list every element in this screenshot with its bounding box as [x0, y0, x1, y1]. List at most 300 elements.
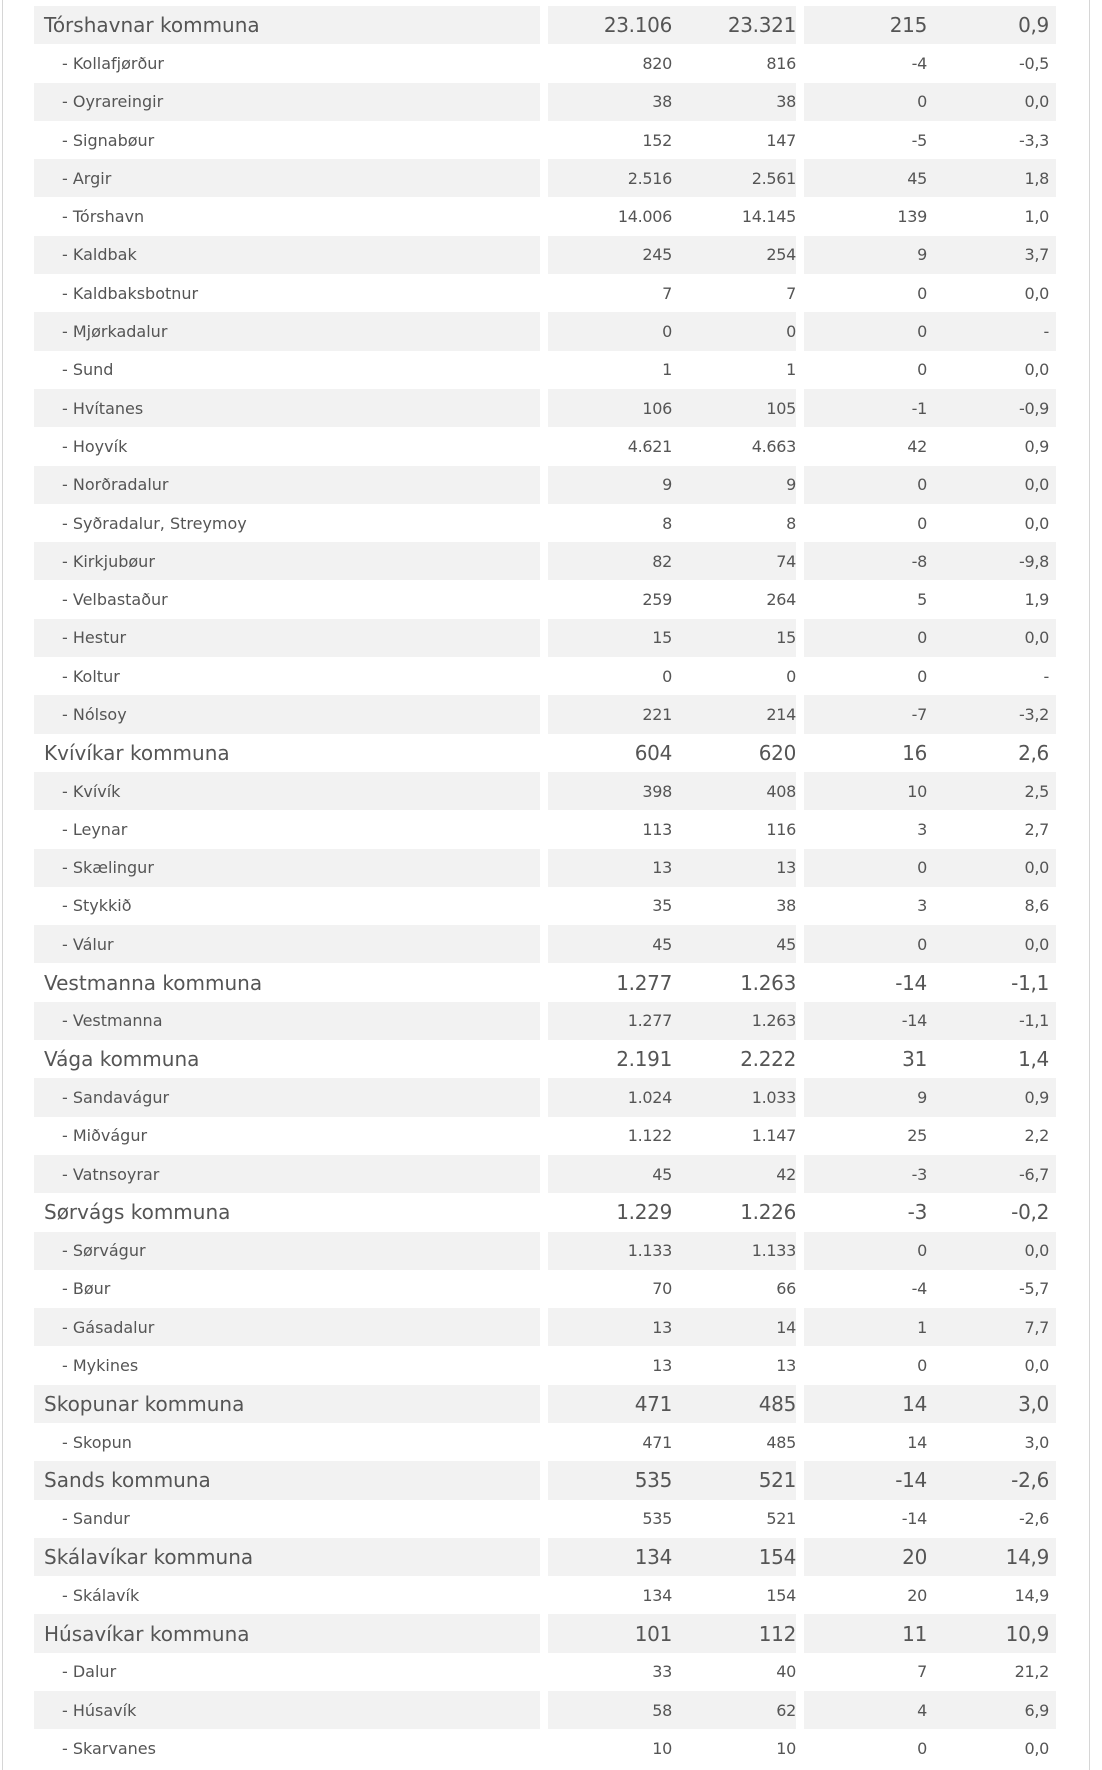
- population-current: 14.145: [741, 207, 796, 227]
- population-current: 13: [776, 858, 796, 878]
- place-name-cell: [34, 925, 540, 963]
- change-absolute: -5: [911, 130, 927, 150]
- village-row: [34, 1691, 1056, 1729]
- place-name-cell: [34, 1423, 540, 1461]
- population-group: [548, 1653, 796, 1691]
- change-group: [804, 236, 1056, 274]
- municipality-row: [34, 1538, 1056, 1576]
- population-previous: 245: [642, 245, 672, 265]
- population-group: [548, 197, 796, 235]
- place-name-cell: [34, 887, 540, 925]
- population-previous: 134: [634, 1545, 672, 1570]
- population-previous: 8: [662, 513, 672, 533]
- change-group: [804, 542, 1056, 580]
- population-group: [548, 1040, 796, 1078]
- change-group: [804, 963, 1056, 1001]
- change-group: [804, 504, 1056, 542]
- village-row: [34, 121, 1056, 159]
- place-name-cell: [34, 810, 540, 848]
- population-current: 620: [758, 740, 796, 765]
- place-name: - Skopun: [62, 1432, 132, 1452]
- population-group: [548, 1729, 796, 1767]
- population-previous: 471: [634, 1391, 672, 1416]
- change-absolute: -14: [895, 1468, 927, 1493]
- population-previous: 113: [642, 819, 672, 839]
- municipality-row: [34, 6, 1056, 44]
- place-name-cell: [34, 312, 540, 350]
- population-previous: 535: [642, 1509, 672, 1529]
- population-current: 485: [766, 1432, 796, 1452]
- population-previous: 604: [634, 740, 672, 765]
- place-name-cell: [34, 1117, 540, 1155]
- place-name: - Leynar: [62, 819, 128, 839]
- change-group: [804, 1346, 1056, 1384]
- change-percent: 7,7: [1024, 1317, 1049, 1337]
- change-percent: 0,9: [1024, 436, 1049, 456]
- municipality-row: [34, 734, 1056, 772]
- village-row: [34, 504, 1056, 542]
- place-name-cell: [34, 274, 540, 312]
- population-current: 38: [776, 92, 796, 112]
- change-absolute: -7: [911, 704, 927, 724]
- place-name-cell: [34, 121, 540, 159]
- population-previous: 1.133: [627, 1241, 672, 1261]
- population-previous: 535: [634, 1468, 672, 1493]
- place-name-cell: [34, 1232, 540, 1270]
- change-group: [804, 1193, 1056, 1231]
- change-percent: 2,7: [1024, 819, 1049, 839]
- population-group: [548, 695, 796, 733]
- change-absolute: 14: [907, 1432, 927, 1452]
- place-name: - Skálavík: [62, 1585, 140, 1605]
- village-row: [34, 580, 1056, 618]
- place-name-cell: [34, 6, 540, 44]
- change-group: [804, 657, 1056, 695]
- population-current: 1.033: [751, 1087, 796, 1107]
- village-row: [34, 657, 1056, 695]
- change-absolute: 0: [917, 1241, 927, 1261]
- population-group: [548, 1500, 796, 1538]
- population-group: [548, 1614, 796, 1652]
- place-name-cell: [34, 1270, 540, 1308]
- change-absolute: 0: [917, 475, 927, 495]
- population-previous: 70: [652, 1279, 672, 1299]
- change-percent: 14,9: [1014, 1585, 1049, 1605]
- population-current: 0: [786, 666, 796, 686]
- place-name-cell: [34, 1500, 540, 1538]
- change-group: [804, 1308, 1056, 1346]
- change-absolute: -8: [911, 551, 927, 571]
- population-previous: 0: [662, 666, 672, 686]
- village-row: [34, 1653, 1056, 1691]
- change-percent: 0,0: [1024, 283, 1049, 303]
- population-previous: 2.516: [627, 168, 672, 188]
- population-current: 23.321: [727, 13, 796, 38]
- change-percent: -: [1043, 666, 1049, 686]
- place-name-cell: [34, 1002, 540, 1040]
- village-row: [34, 772, 1056, 810]
- change-absolute: 11: [902, 1621, 927, 1646]
- place-name-cell: [34, 1078, 540, 1116]
- change-group: [804, 810, 1056, 848]
- change-percent: -6,7: [1018, 1164, 1049, 1184]
- village-row: [34, 44, 1056, 82]
- place-name-cell: [34, 44, 540, 82]
- change-percent: 1,0: [1024, 207, 1049, 227]
- place-name-cell: [34, 427, 540, 465]
- change-group: [804, 1461, 1056, 1499]
- municipality-row: [34, 1193, 1056, 1231]
- change-percent: 2,6: [1018, 740, 1049, 765]
- place-name: - Sund: [62, 360, 114, 380]
- change-percent: 6,9: [1024, 1700, 1049, 1720]
- change-group: [804, 1691, 1056, 1729]
- place-name: - Miðvágur: [62, 1126, 148, 1146]
- village-row: [34, 1423, 1056, 1461]
- place-name: - Kaldbak: [62, 245, 137, 265]
- change-absolute: 9: [917, 1087, 927, 1107]
- change-absolute: 0: [917, 360, 927, 380]
- population-previous: 101: [634, 1621, 672, 1646]
- population-current: 254: [766, 245, 796, 265]
- change-absolute: 0: [917, 283, 927, 303]
- village-row: [34, 1346, 1056, 1384]
- population-previous: 134: [642, 1585, 672, 1605]
- population-previous: 58: [652, 1700, 672, 1720]
- change-absolute: 9: [917, 245, 927, 265]
- place-name-cell: [34, 963, 540, 1001]
- change-percent: 0,9: [1024, 1087, 1049, 1107]
- population-group: [548, 963, 796, 1001]
- change-group: [804, 1040, 1056, 1078]
- place-name: - Oyrareingir: [62, 92, 164, 112]
- place-name-cell: [34, 466, 540, 504]
- population-current: 485: [758, 1391, 796, 1416]
- village-row: [34, 1232, 1056, 1270]
- change-group: [804, 580, 1056, 618]
- population-group: [548, 389, 796, 427]
- change-percent: -1,1: [1011, 970, 1049, 995]
- change-percent: 0,0: [1024, 360, 1049, 380]
- change-group: [804, 274, 1056, 312]
- population-group: [548, 6, 796, 44]
- change-percent: 3,0: [1018, 1391, 1049, 1416]
- change-percent: 0,0: [1024, 858, 1049, 878]
- village-row: [34, 1270, 1056, 1308]
- population-current: 147: [766, 130, 796, 150]
- village-row: [34, 1576, 1056, 1614]
- village-row: [34, 619, 1056, 657]
- place-name: - Húsavík: [62, 1700, 137, 1720]
- change-group: [804, 1270, 1056, 1308]
- change-absolute: 0: [917, 513, 927, 533]
- place-name-cell: [34, 1308, 540, 1346]
- change-percent: -5,7: [1018, 1279, 1049, 1299]
- population-group: [548, 504, 796, 542]
- change-absolute: -1: [911, 398, 927, 418]
- municipality-row: [34, 1614, 1056, 1652]
- change-percent: -9,8: [1018, 551, 1049, 571]
- population-group: [548, 466, 796, 504]
- population-previous: 9: [662, 475, 672, 495]
- change-group: [804, 849, 1056, 887]
- change-group: [804, 1653, 1056, 1691]
- change-absolute: -14: [895, 970, 927, 995]
- population-current: 816: [766, 53, 796, 73]
- place-name: Skálavíkar kommuna: [44, 1545, 254, 1570]
- population-current: 521: [766, 1509, 796, 1529]
- village-row: [34, 849, 1056, 887]
- place-name: - Kaldbaksbotnur: [62, 283, 199, 303]
- change-group: [804, 695, 1056, 733]
- change-absolute: 14: [902, 1391, 927, 1416]
- village-row: [34, 695, 1056, 733]
- population-previous: 35: [652, 896, 672, 916]
- change-group: [804, 1614, 1056, 1652]
- population-previous: 15: [652, 628, 672, 648]
- change-absolute: -3: [911, 1164, 927, 1184]
- change-absolute: 0: [917, 666, 927, 686]
- change-group: [804, 159, 1056, 197]
- change-group: [804, 466, 1056, 504]
- change-group: [804, 619, 1056, 657]
- change-percent: 8,6: [1024, 896, 1049, 916]
- place-name: - Argir: [62, 168, 112, 188]
- population-current: 1: [786, 360, 796, 380]
- population-current: 1.263: [751, 1011, 796, 1031]
- population-previous: 2.191: [616, 1047, 672, 1072]
- population-previous: 7: [662, 283, 672, 303]
- change-group: [804, 121, 1056, 159]
- population-previous: 221: [642, 704, 672, 724]
- place-name-cell: [34, 389, 540, 427]
- population-previous: 1.024: [627, 1087, 672, 1107]
- place-name: - Skælingur: [62, 858, 154, 878]
- change-absolute: 25: [907, 1126, 927, 1146]
- change-percent: -3,2: [1018, 704, 1049, 724]
- change-percent: -: [1043, 322, 1049, 342]
- change-absolute: 3: [917, 896, 927, 916]
- population-current: 9: [786, 475, 796, 495]
- place-name: - Sandur: [62, 1509, 130, 1529]
- place-name: - Tórshavn: [62, 207, 145, 227]
- change-group: [804, 389, 1056, 427]
- change-group: [804, 1117, 1056, 1155]
- village-row: [34, 1002, 1056, 1040]
- change-group: [804, 734, 1056, 772]
- change-absolute: -4: [911, 1279, 927, 1299]
- place-name: - Mjørkadalur: [62, 322, 168, 342]
- change-absolute: 16: [902, 740, 927, 765]
- place-name: - Signabøur: [62, 130, 155, 150]
- population-group: [548, 925, 796, 963]
- population-current: 10: [776, 1739, 796, 1758]
- change-absolute: 0: [917, 628, 927, 648]
- population-current: 38: [776, 896, 796, 916]
- population-group: [548, 1193, 796, 1231]
- population-group: [548, 1155, 796, 1193]
- population-group: [548, 849, 796, 887]
- municipality-row: [34, 1040, 1056, 1078]
- place-name-cell: [34, 1576, 540, 1614]
- population-previous: 10: [652, 1739, 672, 1758]
- change-group: [804, 6, 1056, 44]
- place-name-cell: [34, 849, 540, 887]
- population-previous: 152: [642, 130, 672, 150]
- village-row: [34, 1308, 1056, 1346]
- population-current: 154: [766, 1585, 796, 1605]
- change-absolute: -4: [911, 53, 927, 73]
- change-absolute: 20: [907, 1585, 927, 1605]
- village-row: [34, 887, 1056, 925]
- population-previous: 398: [642, 781, 672, 801]
- change-percent: 10,9: [1005, 1621, 1049, 1646]
- population-group: [548, 1270, 796, 1308]
- change-group: [804, 427, 1056, 465]
- population-previous: 1.277: [627, 1011, 672, 1031]
- population-current: 408: [766, 781, 796, 801]
- change-absolute: -14: [901, 1509, 927, 1529]
- change-percent: -0,2: [1011, 1200, 1049, 1225]
- population-previous: 471: [642, 1432, 672, 1452]
- place-name: - Vestmanna: [62, 1011, 163, 1031]
- place-name-cell: [34, 580, 540, 618]
- place-name-cell: [34, 1385, 540, 1423]
- change-percent: 0,0: [1024, 1241, 1049, 1261]
- population-group: [548, 1308, 796, 1346]
- village-row: [34, 1078, 1056, 1116]
- population-current: 521: [758, 1468, 796, 1493]
- population-current: 264: [766, 590, 796, 610]
- change-percent: -2,6: [1011, 1468, 1049, 1493]
- population-previous: 45: [652, 1164, 672, 1184]
- population-group: [548, 580, 796, 618]
- village-row: [34, 1500, 1056, 1538]
- population-current: 8: [786, 513, 796, 533]
- population-current: 66: [776, 1279, 796, 1299]
- population-previous: 33: [652, 1662, 672, 1682]
- place-name: - Kirkjubøur: [62, 551, 155, 571]
- place-name: - Mykines: [62, 1356, 139, 1376]
- population-group: [548, 1078, 796, 1116]
- population-group: [548, 1538, 796, 1576]
- population-group: [548, 1002, 796, 1040]
- change-group: [804, 1002, 1056, 1040]
- population-previous: 820: [642, 53, 672, 73]
- population-group: [548, 1117, 796, 1155]
- place-name-cell: [34, 772, 540, 810]
- place-name: - Syðradalur, Streymoy: [62, 513, 247, 533]
- population-previous: 13: [652, 1317, 672, 1337]
- population-current: 112: [758, 1621, 796, 1646]
- population-current: 116: [766, 819, 796, 839]
- place-name: - Válur: [62, 934, 114, 954]
- population-group: [548, 772, 796, 810]
- village-row: [34, 1729, 1056, 1767]
- change-absolute: 3: [917, 819, 927, 839]
- change-group: [804, 1729, 1056, 1767]
- village-row: [34, 236, 1056, 274]
- village-row: [34, 351, 1056, 389]
- place-name: - Norðradalur: [62, 475, 169, 495]
- population-current: 13: [776, 1356, 796, 1376]
- change-group: [804, 887, 1056, 925]
- place-name: - Stykkið: [62, 896, 132, 916]
- population-group: [548, 121, 796, 159]
- place-name-cell: [34, 1155, 540, 1193]
- change-absolute: 10: [907, 781, 927, 801]
- population-previous: 1: [662, 360, 672, 380]
- population-current: 1.133: [751, 1241, 796, 1261]
- change-group: [804, 351, 1056, 389]
- place-name-cell: [34, 1614, 540, 1652]
- place-name: - Koltur: [62, 666, 120, 686]
- place-name: Sands kommuna: [44, 1468, 211, 1493]
- change-group: [804, 1155, 1056, 1193]
- population-current: 14: [776, 1317, 796, 1337]
- village-row: [34, 389, 1056, 427]
- village-row: [34, 427, 1056, 465]
- change-percent: 0,9: [1018, 13, 1049, 38]
- place-name: Húsavíkar kommuna: [44, 1621, 250, 1646]
- population-group: [548, 1385, 796, 1423]
- place-name-cell: [34, 197, 540, 235]
- place-name-cell: [34, 1538, 540, 1576]
- change-absolute: 139: [897, 207, 927, 227]
- change-absolute: 42: [907, 436, 927, 456]
- change-group: [804, 772, 1056, 810]
- place-name-cell: [34, 1653, 540, 1691]
- population-current: 42: [776, 1164, 796, 1184]
- place-name: - Kollafjørður: [62, 53, 164, 73]
- village-row: [34, 925, 1056, 963]
- change-percent: 0,0: [1024, 475, 1049, 495]
- population-current: 4.663: [751, 436, 796, 456]
- population-group: [548, 1423, 796, 1461]
- municipality-row: [34, 1461, 1056, 1499]
- population-group: [548, 427, 796, 465]
- population-previous: 259: [642, 590, 672, 610]
- change-absolute: 31: [902, 1047, 927, 1072]
- population-previous: 1.122: [627, 1126, 672, 1146]
- village-row: [34, 810, 1056, 848]
- change-percent: 1,8: [1024, 168, 1049, 188]
- place-name: - Sørvágur: [62, 1241, 146, 1261]
- change-percent: 2,2: [1024, 1126, 1049, 1146]
- change-percent: 0,0: [1024, 628, 1049, 648]
- village-row: [34, 159, 1056, 197]
- place-name: - Velbastaður: [62, 590, 168, 610]
- place-name: - Skarvanes: [62, 1739, 156, 1758]
- population-previous: 106: [642, 398, 672, 418]
- change-percent: 3,7: [1024, 245, 1049, 265]
- place-name: - Bøur: [62, 1279, 111, 1299]
- place-name-cell: [34, 1691, 540, 1729]
- population-previous: 38: [652, 92, 672, 112]
- place-name-cell: [34, 83, 540, 121]
- village-row: [34, 542, 1056, 580]
- population-group: [548, 1461, 796, 1499]
- place-name: - Hestur: [62, 628, 127, 648]
- place-name: - Vatnsoyrar: [62, 1164, 160, 1184]
- place-name: - Sandavágur: [62, 1087, 170, 1107]
- change-percent: 0,0: [1024, 1356, 1049, 1376]
- population-group: [548, 734, 796, 772]
- change-percent: 0,0: [1024, 92, 1049, 112]
- population-group: [548, 657, 796, 695]
- change-group: [804, 1232, 1056, 1270]
- place-name-cell: [34, 504, 540, 542]
